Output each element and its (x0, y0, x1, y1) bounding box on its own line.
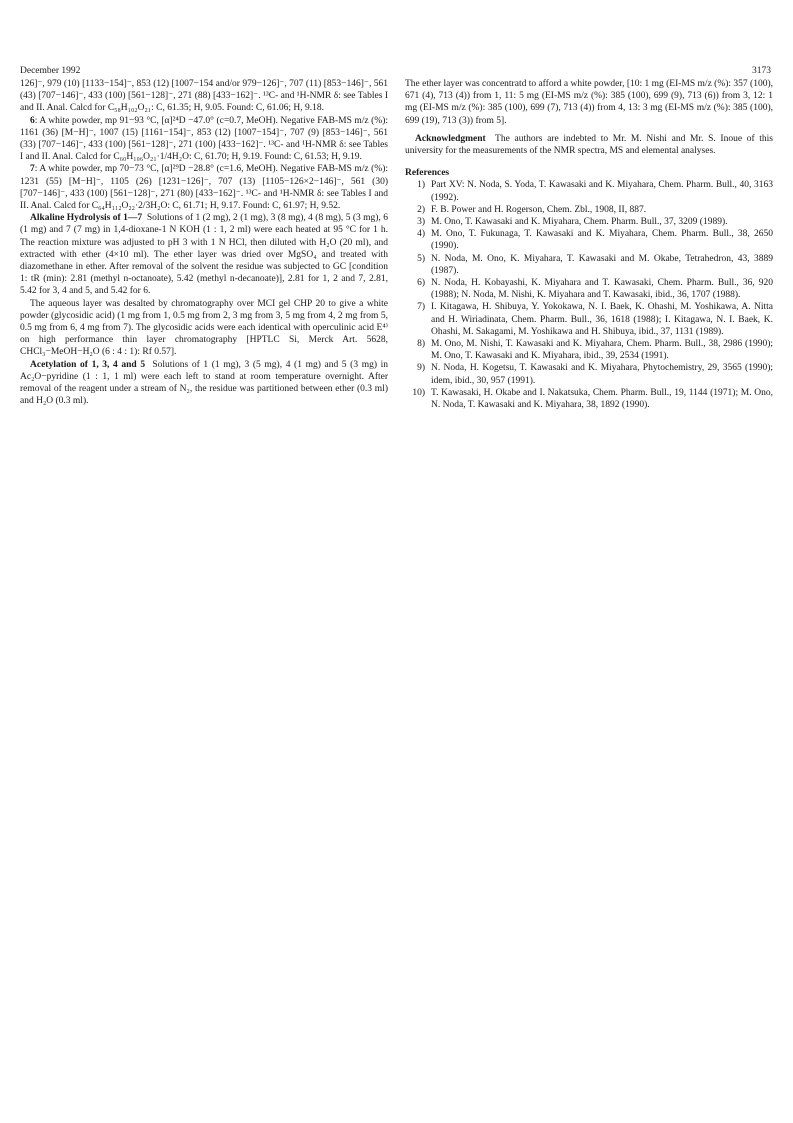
compound-6-label: 6 (30, 115, 35, 126)
compound-6-text: : A white powder, mp 91−93 °C, [α]²⁴D −47.0° (c=0.7, MeOH). Negative FAB-MS m/z (%): 1161 (36) [M−H]⁻, 1007 (15) [1161−154]⁻, 853 (12) [1007−154]⁻, 707 (9) [853−146]⁻, 561 (33) [707−146]⁻, 433 (100) [561−128]⁻, 271 (100) [433−162]⁻. ¹³C- and ¹H-NMR δ: see Tables I and II. Anal. Calcd for C₆₀H₁₀₆O₂₁·1/4H₂O: C, 61.70; H, 9.19. Found: C, 61.53; H, 9.19. (20, 115, 388, 163)
alkaline-hydrolysis-heading: Alkaline Hydrolysis of 1—7 (30, 213, 143, 224)
reference-text: M. Ono, T. Fukunaga, T. Kawasaki and K. Miyahara, Chem. Pharm. Bull., 38, 2650 (1990). (431, 229, 773, 252)
compound-6-data (20, 115, 388, 164)
acetylation-section (20, 359, 388, 408)
acknowledgment-heading: Acknowledgment (415, 133, 486, 144)
reference-text: T. Kawasaki, H. Okabe and I. Nakatsuka, Chem. Pharm. Bull., 19, 1144 (1971); M. Ono, N. Noda, T. Kawasaki and K. Miyahara, 38, 1892 (1990). (431, 387, 773, 411)
page-number: 3173 (752, 66, 771, 76)
reference-item (405, 179, 773, 203)
alkaline-hydrolysis-section (20, 212, 388, 297)
ether-layer-paragraph: The ether layer was concentratd to afford a white powder, [10: 1 mg (EI-MS m/z (%): 357 (100), 671 (4), 713 (4)) from 1, 11: 5 mg (EI-MS m/z (%): 385 (100), 699 (9), 713 (6)) from 3, 12: 1 mg (EI-MS m/z (%): 385 (100), 699 (7), 713 (4)) from 4, 13: 3 mg (EI-MS m/z (%): 385 (100), 699 (19), 713 (3)) from 5]. (405, 79, 773, 126)
compound-7-text: : A white powder, mp 70−73 °C, [α]²⁹D −28.8° (c=1.6, MeOH). Negative FAB-MS m/z (%): 1231 (55) [M−H]⁻, 1105 (26) [1231−126]⁻, 707 (13) [1105−126×2−146]⁻, 561 (30) [707−146]⁻, 433 (100) [561−128]⁻, 271 (80) [433−162]⁻. ¹³C- and ¹H-NMR δ: see Tables I and II. Anal. Calcd for C₆₄H₁₁₂O₂₂·2/3H₂O: C, 61.71; H, 9.17. Found: C, 61.97; H, 9.52. (20, 164, 388, 212)
right-column (405, 78, 773, 411)
reference-number: 6) (417, 278, 425, 289)
reference-item (405, 228, 773, 252)
reference-number: 2) (417, 204, 425, 215)
reference-text: M. Ono, T. Kawasaki and K. Miyahara, Chem. Pharm. Bull., 37, 3209 (1989). (431, 217, 728, 228)
running-header-date: December 1992 (20, 66, 81, 76)
reference-item (405, 301, 773, 338)
references-list (405, 179, 773, 411)
reference-number: 10) (412, 387, 425, 398)
reference-text: N. Noda, H. Kobayashi, K. Miyahara and T. Kawasaki, Chem. Pharm. Bull., 36, 920 (1988); N. Noda, M. Nishi, K. Miyahara and T. Kawasaki, ibid., 36, 1707 (1988). (431, 278, 773, 301)
reference-item (405, 216, 773, 228)
reference-item (405, 338, 773, 362)
reference-item (405, 253, 773, 277)
aqueous-layer-paragraph: The aqueous layer was desalted by chromatography over MCI gel CHP 20 to give a white powder (glycosidic acid) (1 mg from 1, 0.5 mg from 2, 3 mg from 3, 5 mg from 4, 2 mg from 5, 0.5 mg from 6, 4 mg from 7). The glycosidic acids were each identical with operculinic acid E⁴⁾ on high performance thin layer chromatography [HPTLC Si, Merck Art. 5628, CHCl₃−MeOH−H₂O (6 : 4 : 1): Rf 0.57]. (20, 298, 388, 358)
reference-number: 9) (417, 363, 425, 374)
reference-text: I. Kitagawa, H. Shibuya, Y. Yokokawa, N. I. Baek, K. Ohashi, M. Yoshikawa, A. Nitta and H. Wiriadinata, Chem. Pharm. Bull., 36, 1618 (1988); I. Kitagawa, N. I. Baek, K. Ohashi, M. Sakagami, M. Yoshikawa and H. Shibuya, ibid., 37, 1131 (1989). (431, 302, 773, 337)
acetylation-heading: Acetylation of 1, 3, 4 and 5 (30, 359, 146, 370)
compound-5-data-continued: 126]⁻, 979 (10) [1133−154]⁻, 853 (12) [1007−154 and/or 979−126]⁻, 707 (11) [853−146]⁻, 561 (43) [707−146]⁻, 433 (100) [561−128]⁻, 271 (88) [433−162]⁻. ¹³C- and ¹H-NMR δ: see Tables I and II. Anal. Calcd for C₅₈H₁₀₂O₂₁: C, 61.35; H, 9.05. Found: C, 61.06; H, 9.18. (20, 79, 388, 114)
alkaline-hydrolysis-text: Solutions of 1 (2 mg), 2 (1 mg), 3 (8 mg), 4 (8 mg), 5 (3 mg), 6 (1 mg) and 7 (7 mg) in 1,4-dioxane-1 N KOH (1 : 1, 2 ml) were each heated at 95 °C for 1 h. The reaction mixture was adjusted to pH 3 with 1 N HCl, then diluted with H₂O (20 ml), and extracted with ether (4×10 ml). The ether layer was dried over MgSO₄ and treated with diazomethane in ether. After removal of the solvent the residue was subjected to GC [condition 1: tR (min): 2.81 (methyl n-octanoate), 5.42 (methyl n-decanoate)], 2.81 for 1, 2 and 7, 2.81, 5.42 for 3, 4 and 5, and 5.42 for 6. (20, 213, 388, 297)
reference-number: 7) (417, 302, 425, 313)
reference-text: N. Noda, H. Kogetsu, T. Kawasaki and K. Miyahara, Phytochemistry, 29, 3565 (1990); idem, ibid., 30, 957 (1991). (431, 363, 773, 386)
left-column (20, 78, 388, 407)
reference-item (405, 204, 773, 216)
reference-number: 5) (417, 253, 425, 264)
reference-number: 4) (417, 229, 425, 240)
reference-text: Part XV: N. Noda, S. Yoda, T. Kawasaki and K. Miyahara, Chem. Pharm. Bull., 40, 3163 (1992). (431, 180, 773, 203)
acetylation-text: Solutions of 1 (1 mg), 3 (5 mg), 4 (1 mg) and 5 (3 mg) in Ac₂O−pyridine (1 : 1, 1 ml) were each left to stand at room temperature overnight. After removal of the reagent under a stream of N₂, the residue was partitioned between ether (0.3 ml) and H₂O (0.3 ml). (20, 359, 388, 407)
acknowledgment (405, 133, 773, 157)
reference-number: 8) (417, 339, 425, 350)
reference-number: 3) (417, 217, 425, 228)
reference-item (405, 277, 773, 301)
compound-7-label: 7 (30, 164, 35, 175)
reference-text: M. Ono, M. Nishi, T. Kawasaki and K. Miyahara, Chem. Pharm. Bull., 38, 2986 (1990); M. Ono, T. Kawasaki and K. Miyahara, ibid., 39, 2534 (1991). (431, 339, 773, 362)
reference-text: F. B. Power and H. Rogerson, Chem. Zbl., 1908, II, 887. (431, 204, 647, 215)
reference-item (405, 362, 773, 386)
reference-text: N. Noda, M. Ono, K. Miyahara, T. Kawasaki and M. Okabe, Tetrahedron, 43, 3889 (1987). (431, 253, 773, 276)
reference-number: 1) (417, 180, 425, 191)
reference-item (405, 387, 773, 411)
acknowledgment-text: The authors are indebted to Mr. M. Nishi and Mr. S. Inoue of this university for the measurements of the NMR spectra, MS and elemental analyses. (405, 133, 773, 157)
compound-7-data (20, 163, 388, 212)
references-heading: References (405, 168, 450, 179)
